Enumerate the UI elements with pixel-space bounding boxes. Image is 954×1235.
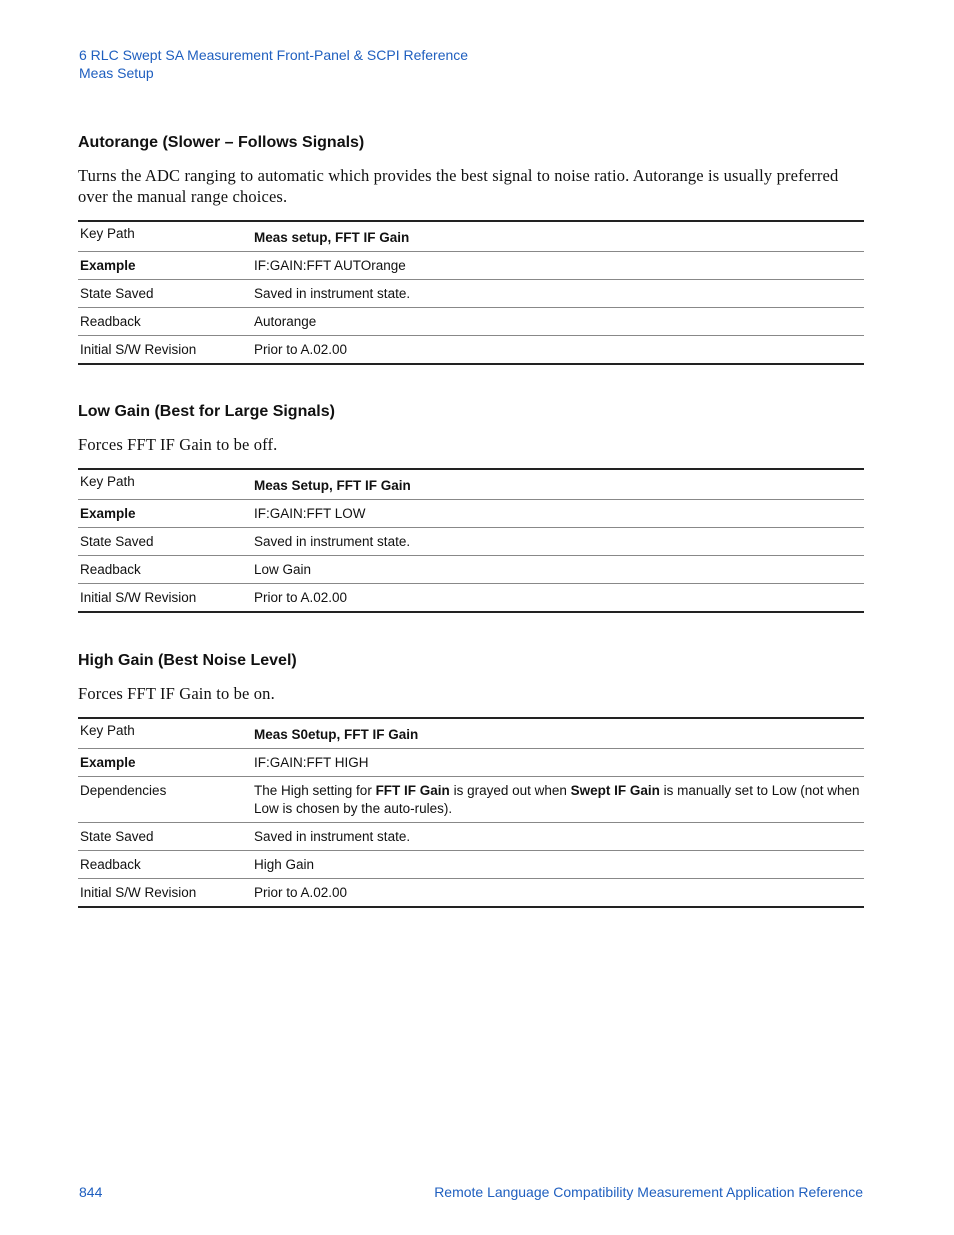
table-row — [78, 336, 864, 365]
table-row — [78, 221, 864, 252]
row-value: IF:GAIN:FFT AUTOrange — [252, 252, 864, 280]
table-row — [78, 500, 864, 528]
swept-if-gain-term: Swept IF Gain — [570, 783, 660, 798]
row-key: State Saved — [78, 528, 252, 556]
row-key: State Saved — [78, 823, 252, 851]
row-value: Prior to A.02.00 — [254, 885, 348, 900]
page-number: 844 — [79, 1184, 103, 1200]
row-value — [252, 777, 864, 823]
table-row — [78, 777, 864, 823]
row-key: Dependencies — [78, 777, 252, 823]
property-table — [78, 717, 864, 908]
row-key: Readback — [78, 851, 252, 879]
row-value: Saved in instrument state. — [252, 528, 864, 556]
running-header — [79, 46, 468, 82]
table-row — [78, 528, 864, 556]
table-row — [78, 718, 864, 749]
row-key: Readback — [78, 556, 252, 584]
table-row — [78, 556, 864, 584]
section-autorange — [78, 133, 864, 365]
section-title: Meas Setup — [79, 65, 154, 81]
property-table — [78, 468, 864, 613]
footer-doc-title: Remote Language Compatibility Measurement Application Reference — [434, 1184, 863, 1200]
row-key: Example — [78, 500, 252, 528]
row-key: Initial S/W Revision — [80, 342, 197, 357]
row-value: IF:GAIN:FFT LOW — [252, 500, 864, 528]
row-key: Example — [78, 749, 252, 777]
section-heading: Autorange (Slower – Follows Signals) — [78, 134, 365, 151]
row-key: Initial S/W Revision — [80, 885, 197, 900]
chapter-title: 6 RLC Swept SA Measurement Front-Panel & SCPI Reference — [79, 47, 469, 63]
section-description: Forces FFT IF Gain to be off. — [78, 435, 278, 454]
section-heading: High Gain (Best Noise Level) — [78, 652, 297, 669]
row-value: Low Gain — [252, 556, 864, 584]
row-key: Key Path — [78, 718, 252, 749]
row-value: High Gain — [252, 851, 864, 879]
section-description: Forces FFT IF Gain to be on. — [78, 684, 275, 703]
row-key: Example — [78, 252, 252, 280]
table-row — [78, 280, 864, 308]
section-low-gain — [78, 402, 864, 613]
table-row — [78, 851, 864, 879]
dependency-text: The High setting for — [254, 783, 376, 798]
section-description: Turns the ADC ranging to automatic which provides the best signal to noise ratio. Autorange is usually preferred over the manual range choices. — [78, 166, 839, 206]
row-key: Key Path — [78, 469, 252, 500]
row-value: Meas setup, FFT IF Gain — [252, 221, 864, 252]
dependency-text: is grayed out when — [449, 783, 571, 798]
section-high-gain — [78, 651, 864, 908]
row-key: Readback — [78, 308, 252, 336]
row-value: Prior to A.02.00 — [254, 590, 348, 605]
table-row — [78, 584, 864, 613]
row-key: State Saved — [78, 280, 252, 308]
row-value: Autorange — [252, 308, 864, 336]
row-value: Prior to A.02.00 — [254, 342, 348, 357]
fft-if-gain-term: FFT IF Gain — [375, 783, 450, 798]
table-row — [78, 469, 864, 500]
row-key: Initial S/W Revision — [80, 590, 197, 605]
row-value: IF:GAIN:FFT HIGH — [252, 749, 864, 777]
dependency-text: is manually set to Low (not when Low is chosen by the auto-rules). — [254, 783, 860, 816]
table-row — [78, 823, 864, 851]
section-heading: Low Gain (Best for Large Signals) — [78, 403, 335, 420]
row-value: Meas S0etup, FFT IF Gain — [252, 718, 864, 749]
table-row — [78, 749, 864, 777]
row-key: Key Path — [78, 221, 252, 252]
row-value: Saved in instrument state. — [252, 823, 864, 851]
table-row — [78, 879, 864, 908]
property-table — [78, 220, 864, 365]
table-row — [78, 308, 864, 336]
table-row — [78, 252, 864, 280]
row-value: Meas Setup, FFT IF Gain — [252, 469, 864, 500]
row-value: Saved in instrument state. — [252, 280, 864, 308]
